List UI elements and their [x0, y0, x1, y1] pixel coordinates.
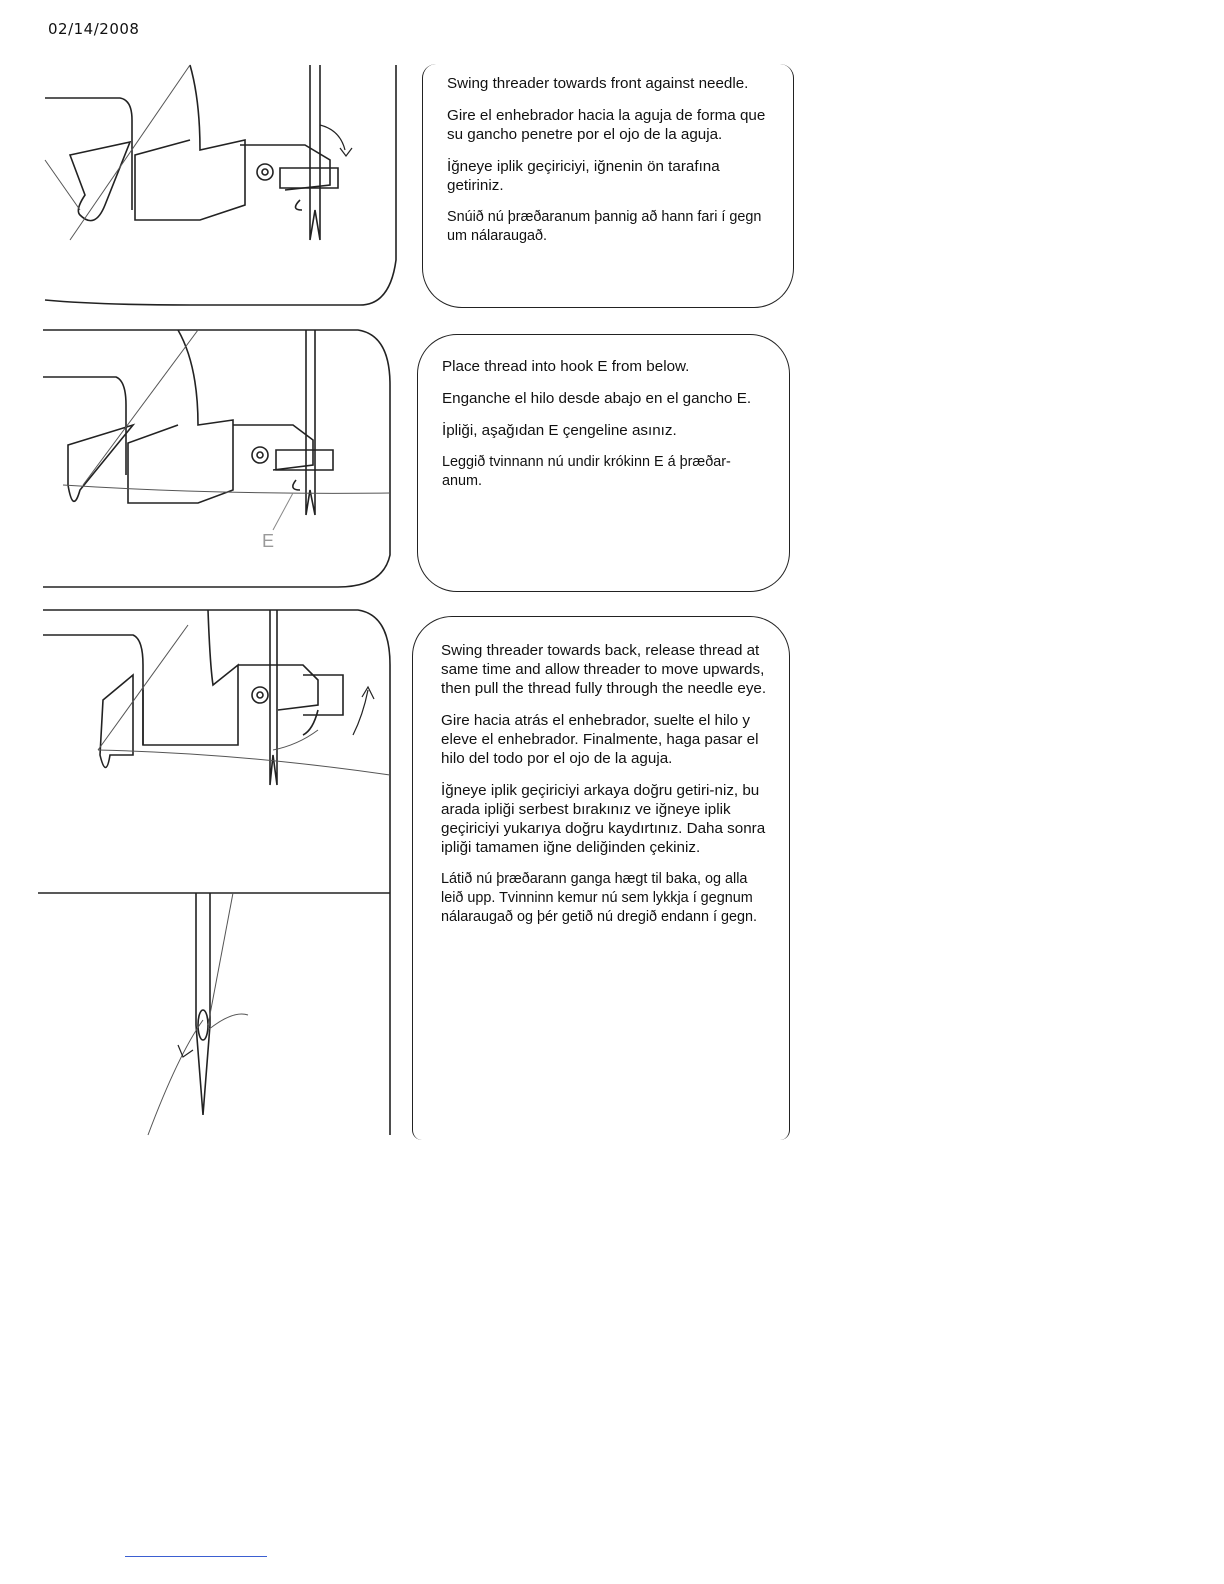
footer-divider — [125, 1556, 267, 1557]
hook-label-E: E — [262, 531, 275, 551]
instruction-box-step-3 — [412, 616, 790, 1140]
text-en: Swing threader towards front against needle. — [447, 75, 749, 92]
page-date: 02/14/2008 — [48, 20, 140, 38]
text-tr: İğneye iplik geçiriciyi arkaya doğru getiri-niz, bu arada ipliği serbest bırakınız ve iğneye iplik geçiriciyi yukarıya doğru kaydırtınız. Daha sonra ipliği tamamen iğne deliğinden çekiniz. — [441, 782, 766, 856]
instruction-box-step-1 — [422, 64, 794, 308]
illustration-step-1 — [40, 60, 410, 310]
text-is: Leggið tvinnann nú undir krókinn E á þræðar-anum. — [442, 454, 731, 489]
text-en: Swing threader towards back, release thread at same time and allow threader to move upwards, then pull the thread fully through the needle eye. — [441, 642, 767, 697]
text-es: Gire hacia atrás el enhebrador, suelte el hilo y eleve el enhebrador. Finalmente, haga pasar el hilo del todo por el ojo de la aguja. — [441, 712, 759, 767]
instruction-box-step-2 — [417, 334, 790, 592]
illustration-step-3 — [38, 605, 398, 1140]
text-is: Látið nú þræðarann ganga hægt til baka, og alla leið upp. Tvinninn kemur nú sem lykkja í gegnum nálaraugað og þér getið nú dregið endann í gegn. — [441, 871, 758, 925]
text-es: Enganche el hilo desde abajo en el gancho E. — [442, 390, 752, 407]
text-tr: İpliği, aşağıdan E çengeline asınız. — [442, 422, 677, 439]
text-es: Gire el enhebrador hacia la aguja de forma que su gancho penetre por el ojo de la aguja. — [447, 107, 766, 143]
text-en: Place thread into hook E from below. — [442, 358, 690, 375]
illustration-step-2 — [38, 325, 398, 593]
text-is: Snúið nú þræðaranum þannig að hann fari í gegn um nálaraugað. — [447, 209, 762, 244]
text-tr: İğneye iplik geçiriciyi, iğnenin ön tarafına getiriniz. — [447, 158, 720, 194]
